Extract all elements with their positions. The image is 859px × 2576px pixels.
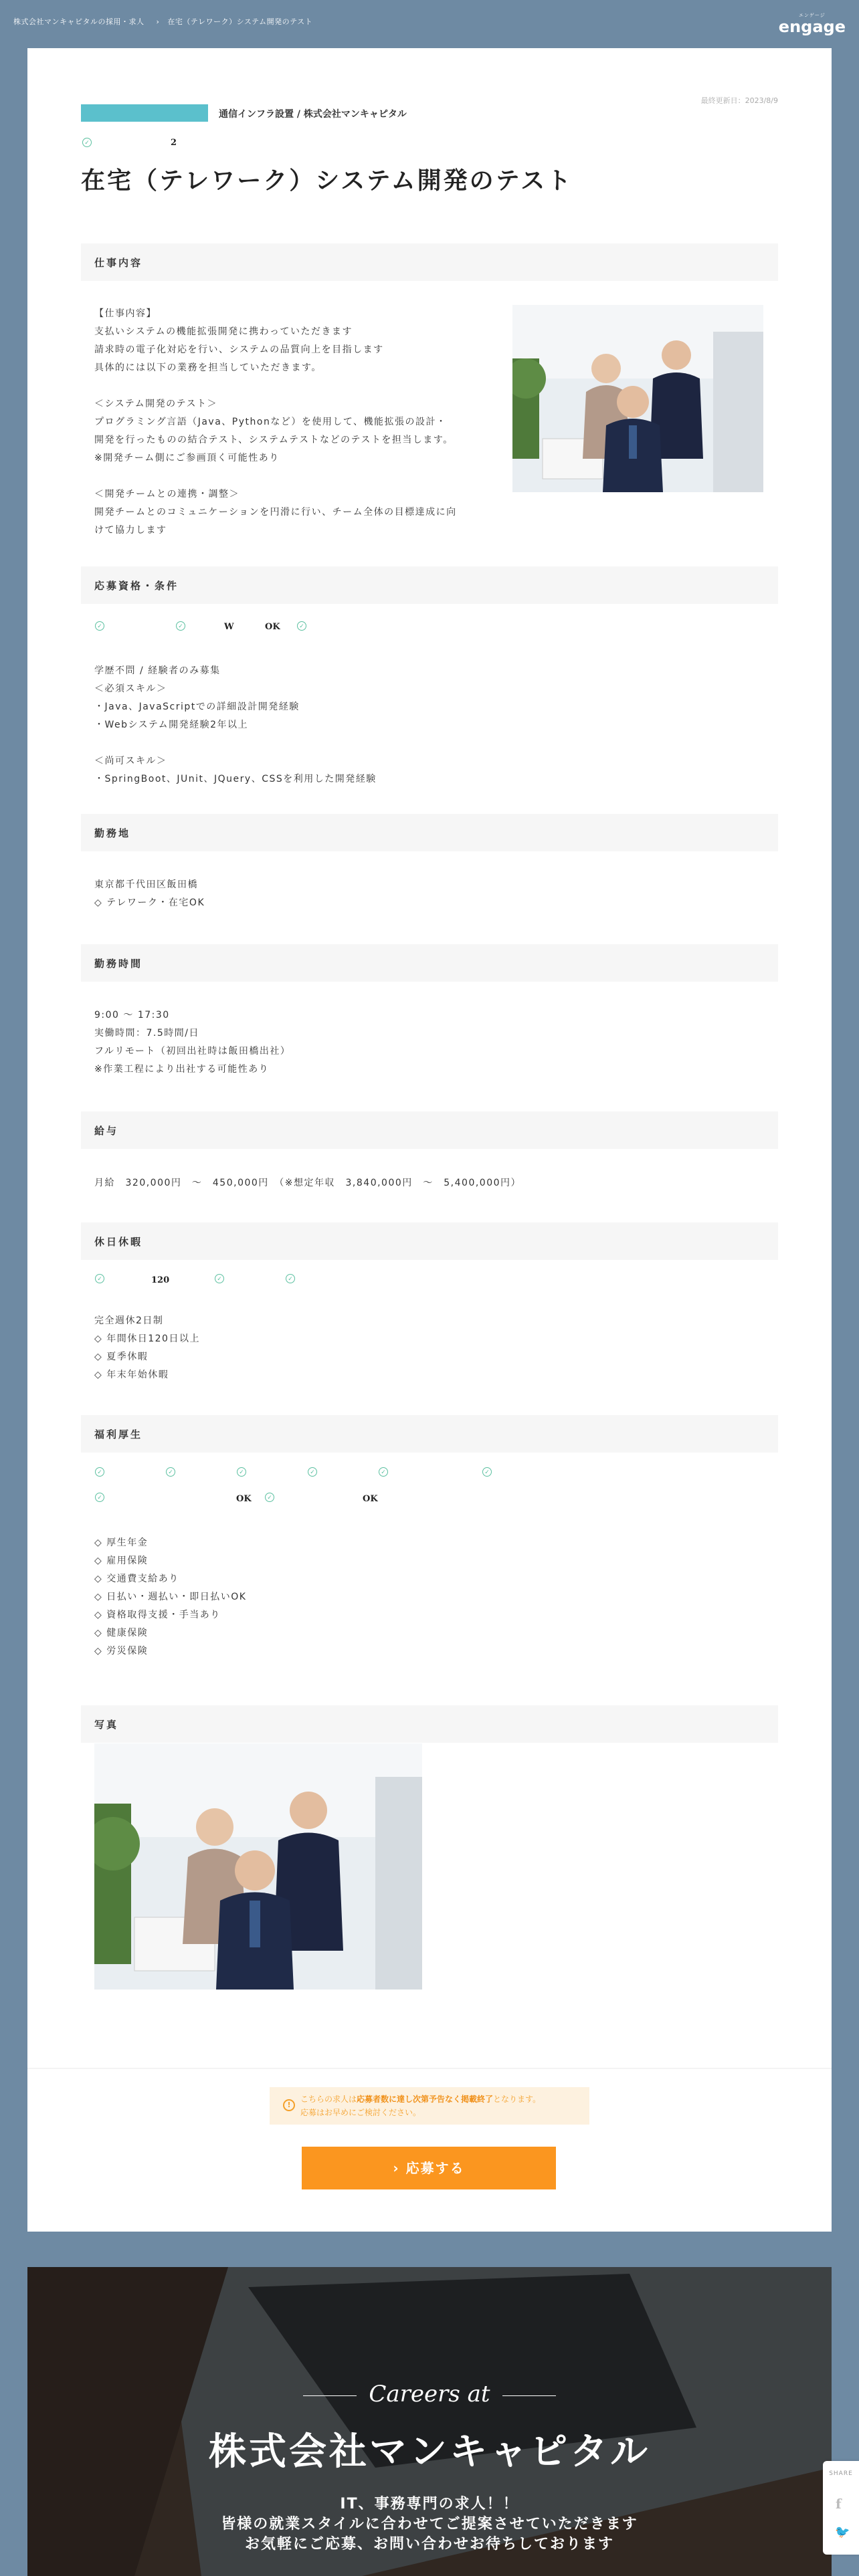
requirements-text: 学歴不問 / 経験者のみ募集 ＜必須スキル＞ ・Java、JavaScriptでの詳細設計開発経験 ・Webシステム開発経験2年以上 ＜尚可スキル＞ ・SpringBoot、JUnit、JQuery、CSSを利用した開発経験 xyxy=(94,665,377,784)
section-header-photos xyxy=(81,1705,778,1743)
requirement-mark: W xyxy=(224,622,234,632)
section-heading: 勤務時間 xyxy=(94,958,143,970)
top-bar xyxy=(0,0,859,47)
careers-label: Careers at xyxy=(369,2381,490,2407)
check-icon xyxy=(176,621,185,631)
page-title: 在宅（テレワーク）システム開発のテスト xyxy=(81,167,573,195)
requirement-mark: OK xyxy=(265,622,280,632)
section-heading: 写真 xyxy=(94,1719,119,1731)
notice-pre: こちらの求人は xyxy=(300,2095,357,2104)
logo-sub: エンゲージ xyxy=(799,13,826,18)
facebook-icon[interactable]: f xyxy=(836,2496,842,2512)
check-icon xyxy=(82,138,92,147)
hours-text: 9:00 〜 17:30 実働時間：7.5時間/日 フルリモート（初回出社時は飯田橋出社） ※作業工程により出社する可能性あり xyxy=(94,1010,291,1075)
section-header-location xyxy=(81,814,778,851)
apply-label: 応募する xyxy=(405,2160,465,2176)
benefits-text: ◇ 厚生年金 ◇ 雇用保険 ◇ 交通費支給あり ◇ 日払い・週払い・即日払いOK ◇ 資格取得支援・手当あり ◇ 健康保険 ◇ 労災保険 xyxy=(94,1537,247,1656)
breadcrumb-company-link[interactable]: 株式会社マンキャピタルの採用・求人 xyxy=(13,17,145,26)
notice-bold: 応募者数に達し次第予告なく掲載終了 xyxy=(357,2095,494,2104)
check-icon xyxy=(297,621,306,631)
section-heading: 給与 xyxy=(94,1125,119,1137)
job-card xyxy=(27,48,832,2232)
chevron-right-icon: › xyxy=(156,17,160,26)
breadcrumb-current: 在宅（テレワーク）システム開発のテスト xyxy=(167,17,313,26)
logo-main: engage xyxy=(778,17,846,36)
chevron-right-icon: › xyxy=(393,2160,400,2176)
company-tagline: IT、事務専門の求人！！ 皆様の就業スタイルに合わせてご提案させていただきます お気軽にご応募、お問い合わせお待ちしております xyxy=(221,2496,638,2553)
section-header-benefits xyxy=(81,1415,778,1453)
employment-type-tag xyxy=(81,104,208,122)
notice-text xyxy=(300,2092,541,2119)
benefit-mark: OK xyxy=(363,1494,378,1504)
check-icon xyxy=(166,1467,175,1477)
divider-line xyxy=(502,2395,556,2396)
section-header-salary xyxy=(81,1111,778,1149)
job-category: 通信インフラ設置 / 株式会社マンキャピタル xyxy=(219,109,407,120)
company-hero xyxy=(27,2267,832,2576)
section-header-holidays xyxy=(81,1222,778,1260)
section-heading: 休日休暇 xyxy=(94,1236,143,1248)
holiday-mark: 120 xyxy=(151,1275,170,1285)
twitter-icon[interactable]: 🐦 xyxy=(835,2525,850,2539)
check-icon xyxy=(265,1493,274,1502)
section-heading: 仕事内容 xyxy=(94,257,143,269)
divider xyxy=(27,2068,832,2069)
last-updated: 最終更新日：2023/8/9 xyxy=(700,96,778,105)
section-heading: 応募資格・条件 xyxy=(94,580,179,592)
share-label: SHARE xyxy=(829,2470,853,2477)
team-photo-illustration xyxy=(94,1743,422,1990)
check-icon xyxy=(286,1274,295,1283)
check-icon xyxy=(308,1467,317,1477)
check-icon xyxy=(379,1467,388,1477)
section-heading: 福利厚生 xyxy=(94,1428,143,1440)
check-icon xyxy=(482,1467,492,1477)
check-icon xyxy=(95,1467,104,1477)
benefit-mark: OK xyxy=(236,1494,252,1504)
team-photo-illustration xyxy=(512,305,763,492)
gallery-photo[interactable] xyxy=(94,1743,422,1990)
divider-line xyxy=(303,2395,357,2396)
feature-mark: 2 xyxy=(171,138,177,148)
engage-logo[interactable] xyxy=(779,12,846,35)
notice-line2: 応募はお早めにご検討ください。 xyxy=(300,2108,421,2117)
section-header-requirements xyxy=(81,566,778,604)
share-panel xyxy=(823,2461,859,2555)
section-header-description xyxy=(81,243,778,281)
check-icon xyxy=(95,621,104,631)
apply-button[interactable] xyxy=(302,2147,556,2189)
description-text: 【仕事内容】 支払いシステムの機能拡張開発に携わっていただきます 請求時の電子化対応を行い、システムの品質向上を目指します 具体的には以下の業務を担当していただきます。 ＜システム開発のテスト＞ プログラミング言語（Java、Pythonなど）を使用して、機能拡張の設計・ 開発を行ったものの結合テスト、システムテストなどのテストを担当します。 ※開発チーム側にご参画頂く可能性あり ＜開発チームとの連携・調整＞ 開発チームとのコミュニケーションを円滑に行い、チーム全体の目標達成に向 けて協力します xyxy=(94,308,457,536)
salary-text: 月給 320,000円 〜 450,000円 （※想定年収 3,840,000円 〜 5,400,000円） xyxy=(94,1178,522,1188)
check-icon xyxy=(237,1467,246,1477)
check-icon xyxy=(95,1493,104,1502)
section-header-hours xyxy=(81,944,778,982)
closing-notice xyxy=(270,2087,589,2125)
company-name: 株式会社マンキャピタル xyxy=(209,2430,650,2474)
job-photo[interactable] xyxy=(512,305,763,492)
notice-post: となります。 xyxy=(493,2095,541,2104)
check-icon xyxy=(215,1274,224,1283)
info-icon: ! xyxy=(283,2099,295,2111)
breadcrumb xyxy=(13,16,316,27)
location-text: 東京都千代田区飯田橋 ◇ テレワーク・在宅OK xyxy=(94,879,205,908)
section-heading: 勤務地 xyxy=(94,827,131,839)
holidays-text: 完全週休2日制 ◇ 年間休日120日以上 ◇ 夏季休暇 ◇ 年末年始休暇 xyxy=(94,1315,200,1380)
check-icon xyxy=(95,1274,104,1283)
careers-at xyxy=(27,2381,832,2407)
